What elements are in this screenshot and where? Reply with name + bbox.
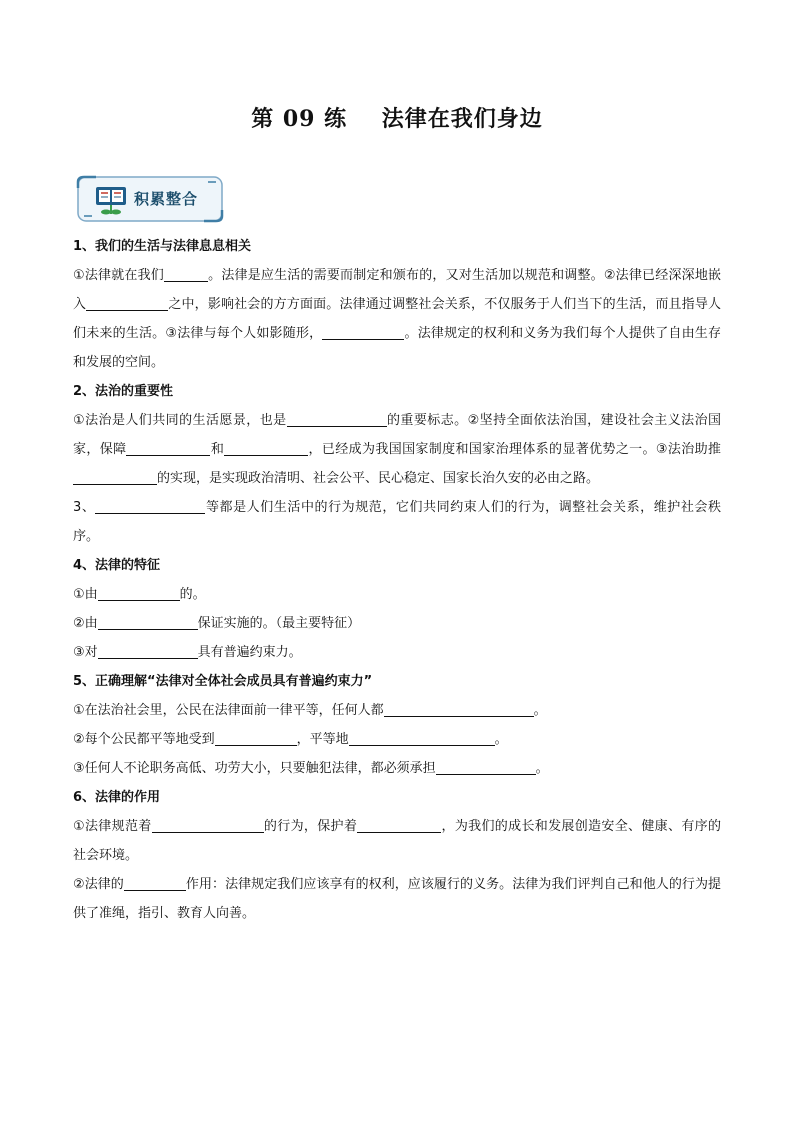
answer-blank[interactable] (164, 267, 208, 282)
banner-label: 积累整合 (134, 190, 199, 208)
fill-paragraph: 3、 等都是人们生活中的行为规范，它们共同约束人们的行为，调整社会关系，维护社会秩序。 (73, 500, 721, 544)
section-heading: 4、法律的特征 (73, 558, 161, 573)
fill-line: ③任何人不论职务高低、功劳大小，只要触犯法律，都必须承担 。 (73, 761, 549, 776)
fill-line: ①由 的。 (73, 587, 206, 602)
answer-blank[interactable] (384, 702, 534, 717)
answer-blank[interactable] (349, 731, 495, 746)
answer-blank[interactable] (322, 325, 404, 340)
fill-line: ②每个公民都平等地受到 ，平等地 。 (73, 732, 508, 747)
answer-blank[interactable] (224, 441, 308, 456)
answer-blank[interactable] (357, 818, 441, 833)
answer-blank[interactable] (215, 731, 297, 746)
section-heading: 5、正确理解“法律对全体社会成员具有普遍约束力” (73, 674, 373, 689)
fill-line: ②由 保证实施的。（最主要特征） (73, 616, 361, 631)
fill-paragraph: ①法治是人们共同的生活愿景，也是 的重要标志。②坚持全面依法治国，建设社会主义法治国家，保障 和 ，已经成为我国国家制度和国家治理体系的显著优势之一。③法治助推的实现，是实现政治清明、社会公平、民心稳定、国家长治久安的必由之路。 (73, 413, 722, 486)
answer-blank[interactable] (124, 876, 186, 891)
answer-blank[interactable] (287, 412, 387, 427)
section-heading: 2、法治的重要性 (73, 384, 174, 399)
answer-blank[interactable] (152, 818, 264, 833)
answer-blank[interactable] (436, 760, 536, 775)
fill-line: ③对 具有普遍约束力。 (73, 645, 302, 660)
answer-blank[interactable] (95, 499, 205, 514)
fill-paragraph: ①法律规范着 的行为，保护着 ，为我们的成长和发展创造安全、健康、有序的社会环境。 (73, 819, 721, 863)
worksheet-content (73, 232, 721, 928)
answer-blank[interactable] (73, 470, 157, 485)
fill-paragraph: ①法律就在我们 。法律是应生活的需要而制定和颁布的，又对生活加以规范和调整。②法律已经深深地嵌入 之中，影响社会的方方面面。法律通过调整社会关系，不仅服务于人们当下的生活，而且指导人们未来的生活。③法律与每个人如影随形， 。法律规定的权利和义务为我们每个人提供了自由生存和发展的空间。 (73, 268, 722, 370)
answer-blank[interactable] (98, 644, 198, 659)
page-title: 第 09 练 法律在我们身边 (251, 106, 543, 132)
section-banner (76, 174, 224, 224)
answer-blank[interactable] (126, 441, 210, 456)
fill-paragraph: ②法律的 作用：法律规定我们应该享有的权利，应该履行的义务。法律为我们评判自己和他人的行为提供了准绳，指引、教育人向善。 (73, 877, 721, 921)
answer-blank[interactable] (98, 615, 198, 630)
section-heading: 1、我们的生活与法律息息相关 (73, 239, 252, 254)
answer-blank[interactable] (98, 586, 180, 601)
answer-blank[interactable] (86, 296, 168, 311)
section-heading: 6、法律的作用 (73, 790, 161, 805)
fill-line: ①在法治社会里，公民在法律面前一律平等，任何人都 。 (73, 703, 547, 718)
